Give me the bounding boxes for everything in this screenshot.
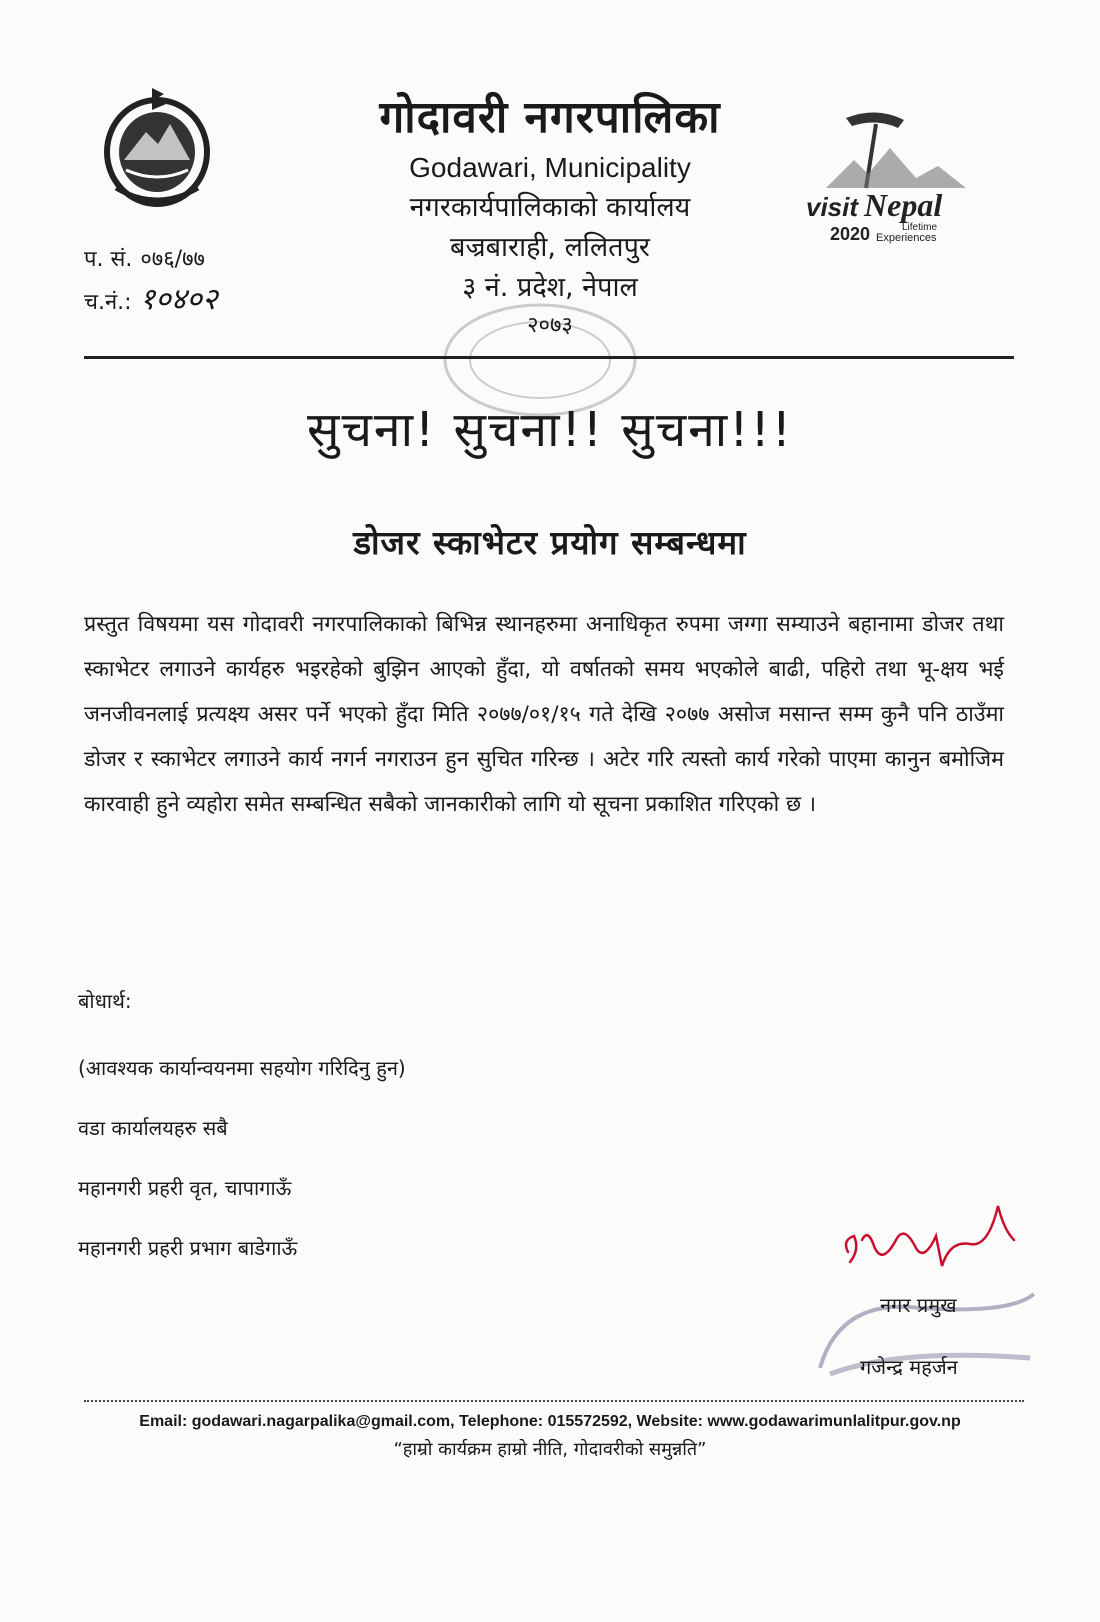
cha-na-value: १०४०२ (139, 282, 218, 317)
org-name-english: Godawari, Municipality (409, 152, 691, 183)
org-name-nepali: गोदावरी नगरपालिका (379, 92, 721, 143)
pa-sa-value: ०७६/७७ (140, 247, 205, 272)
footer-divider (84, 1400, 1024, 1402)
address-line-1: बज्रबाराही, ललितपुर (450, 232, 650, 263)
lifetime-text: Lifetime (902, 222, 938, 233)
cc-item: वडा कार्यालयहरु सबै (78, 1116, 228, 1140)
experiences-text: Experiences (876, 232, 937, 244)
notice-subject: डोजर स्काभेटर प्रयोग सम्बन्धमा (353, 523, 747, 562)
notice-title: सुचना! सुचना!! सुचना!!! (307, 402, 793, 458)
office-name: नगरकार्यपालिकाको कार्यालय (409, 192, 691, 223)
signature-icon (838, 1200, 1018, 1290)
cc-label: बोधार्थ: (78, 989, 132, 1013)
pa-sa-label: प. सं. (84, 247, 133, 272)
year-text: 2020 (830, 224, 871, 244)
cc-item: महानगरी प्रहरी वृत, चापागाऊँ (78, 1176, 292, 1200)
header-divider (84, 356, 1014, 359)
footer-contact: Email: godawari.nagarpalika@gmail.com, Telephone: 015572592, Website: www.godawarimunlalitpur.gov.np (139, 1413, 961, 1430)
notice-body: प्रस्तुत विषयमा यस गोदावरी नगरपालिकाको बिभिन्न स्थानहरुमा अनाधिकृत रुपमा जग्गा सम्याउने बहानामा डोजर तथा स्काभेटर लगाउने कार्यहरु भइरहेको बुझिन आएको हुँदा, यो वर्षातको समय भएकोले बाढी, पहिरो तथा भू-क्षय भई जनजीवनलाई प्रत्यक्ष्य असर पर्ने भएको हुँदा मिति २०७७/०१/१५ गते देखि २०७७ असोज मसान्त सम्म कुनै पनि ठाउँमा डोजर र स्काभेटर लगाउने कार्य नगर्न नगराउन हुन सुचित गरिन्छ । अटेर गरि त्यस्तो कार्य गरेको पाएमा कानुन बमोजिम कारवाही हुने व्यहोरा समेत सम्बन्धित सबैको जानकारीको लागि यो सूचना प्रकाशित गरिएको छ । (84, 612, 1004, 817)
visit-nepal-2020-logo (806, 108, 986, 258)
nepal-emblem-icon (96, 84, 218, 212)
cc-list (78, 1038, 406, 1278)
signature-block (800, 1200, 1040, 1390)
visit-text: visit (806, 192, 859, 222)
reference-block (84, 240, 218, 323)
cha-na-row (84, 280, 218, 323)
signatory-name: गजेन्द्र महर्जन (860, 1355, 958, 1379)
cha-na-label: च.नं.: (84, 290, 132, 315)
cc-item: महानगरी प्रहरी प्रभाग बाडेगाऊँ (78, 1236, 298, 1260)
nepal-text: Nepal (864, 187, 943, 223)
signatory-title: नगर प्रमुख (880, 1293, 957, 1317)
footer-motto: “हाम्रो कार्यक्रम हाम्रो नीति, गोदावरीको समुन्नति” (393, 1439, 707, 1460)
cc-item: (आवश्यक कार्यान्वयनमा सहयोग गरिदिनु हुन) (78, 1056, 406, 1080)
pa-sa-row (84, 240, 218, 280)
established-year: २०७३ (527, 313, 573, 338)
address-line-2: ३ नं. प्रदेश, नेपाल (462, 272, 638, 303)
